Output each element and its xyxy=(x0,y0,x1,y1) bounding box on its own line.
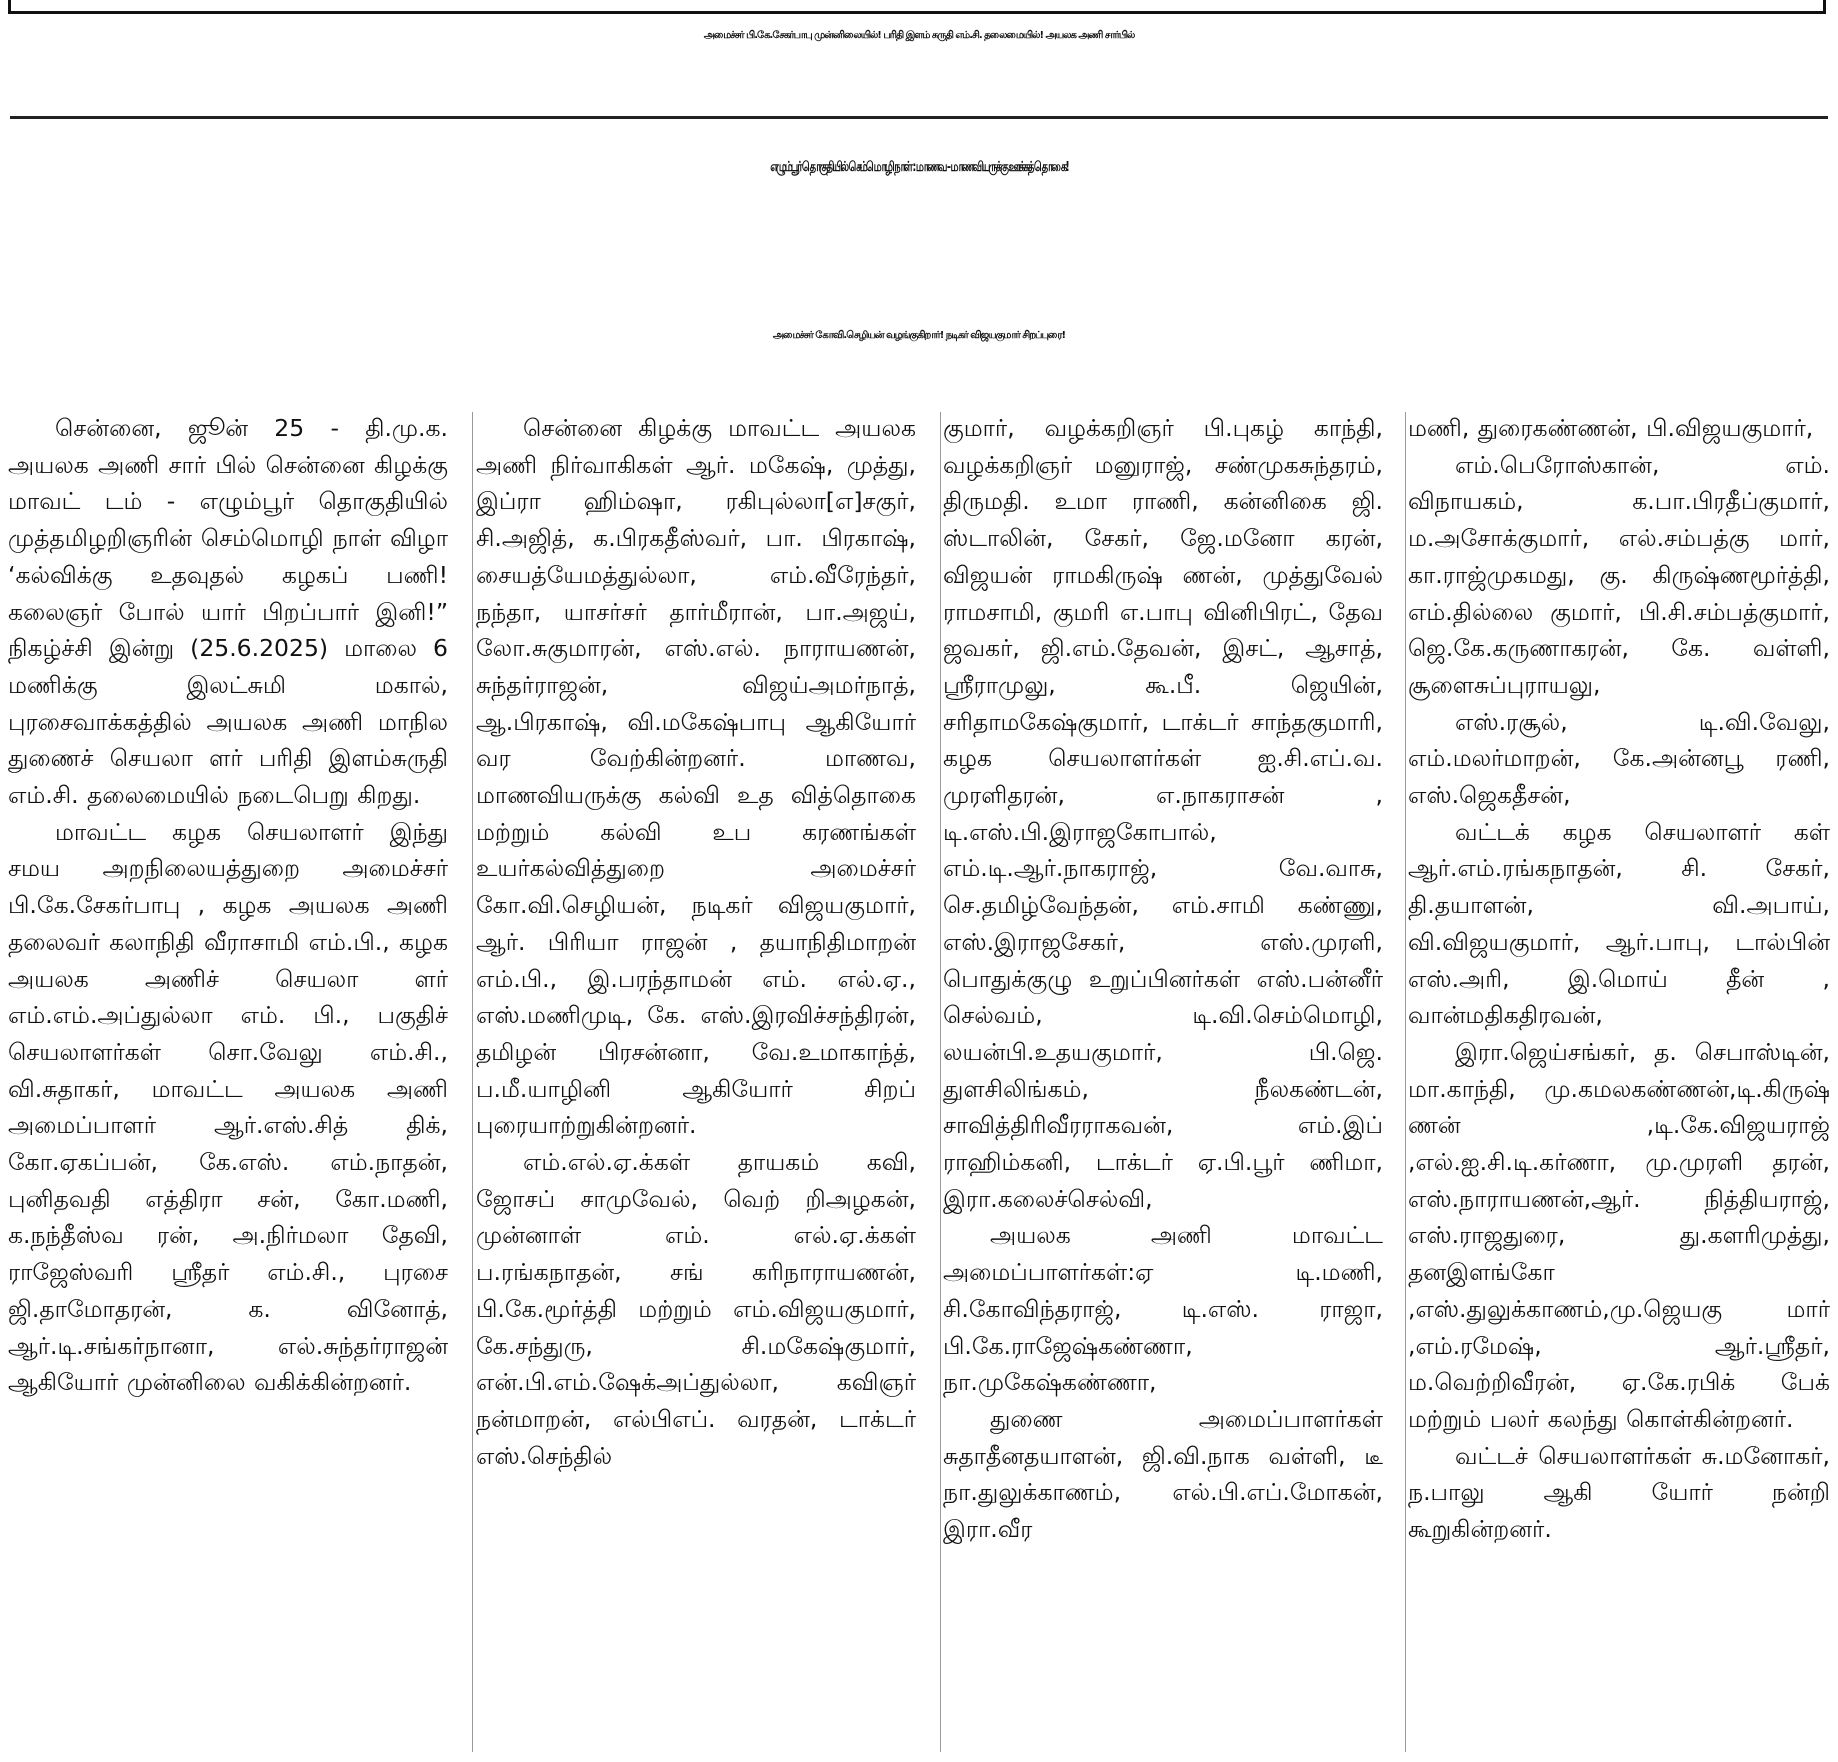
headline: எழும்பூர் தொகுதியில் செம்மொழி நாள் : மாணவ - மாணவியருக்கு ஊக்கத் தொகை! xyxy=(770,160,1068,175)
column-2 xyxy=(476,410,916,1755)
paragraph: துணை அமைப்பாளர்கள் சுதாதீனதயாளன், ஜி.வி.நாக வள்ளி, டீ நா.துலுக்காணம், எல்.பி.எப்.மோகன், இரா.வீர xyxy=(943,1404,1383,1544)
subheadline: அமைச்சர் கோவி.செழியன் வழங்குகிறார்! நடிகர் விஜயகுமார் சிறப்புரை! xyxy=(772,330,1066,341)
paragraph: வட்டக் கழக செயலாளர் கள் ஆர்.எம்.ரங்கநாதன், சி. சேகர், தி.தயாளன், வி.அபாய், வி.விஜயகுமார், ஆர்.பாபு, டால்பின் எஸ்.அரி, இ.மொய் தீன் , வான்மதிகதிரவன், xyxy=(1408,817,1830,1030)
column-4 xyxy=(1408,410,1830,1755)
paragraph: சென்னை கிழக்கு மாவட்ட அயலக அணி நிர்வாகிகள் ஆர். மகேஷ், முத்து, இப்ரா ஹிம்ஷா, ரகிபுல்லா[எ]சகுர், சி.அஜித், க.பிரகதீஸ்வர், பா. பிரகாஷ், சையத்யேமத்துல்லா, எம்.வீரேந்தர், நந்தா, யாசர்சர் தார்மீரான், பா.அஜய், லோ.சுகுமாரன், எஸ்.எல். நாராயணன், சுந்தர்ராஜன், விஜய்அமர்நாத், ஆ.பிரகாஷ், வி.மகேஷ்பாபு ஆகியோர் வர வேற்கின்றனர். மாணவ, மாணவியருக்கு கல்வி உத வித்தொகை மற்றும் கல்வி உப கரணங்கள் உயர்கல்வித்துறை அமைச்சர் கோ.வி.செழியன், நடிகர் விஜயகுமார், ஆர். பிரியா ராஜன் , தயாநிதிமாறன் எம்.பி., இ.பரந்தாமன் எம். எல்.ஏ., எஸ்.மணிமுடி, கே. எஸ்.இரவிச்சந்திரன், தமிழன் பிரசன்னா, வே.உமாகாந்த், ப.மீ.யாழினி ஆகியோர் சிறப் புரையாற்றுகின்றனர். xyxy=(476,414,916,1140)
paragraph: குமார், வழக்கறிஞர் பி.புகழ் காந்தி, வழக்கறிஞர் மனுராஜ், சண்முகசுந்தரம், திருமதி. உமா ராணி, கன்னிகை ஜி. ஸ்டாலின், சேகர், ஜே.மனோ கரன், விஜயன் ராமகிருஷ் ணன், முத்துவேல் ராமசாமி, குமரி எ.பாபு வினிபிரட், தேவ ஜவகர், ஜி.எம்.தேவன், இசட், ஆசாத், ஸ்ரீராமுலு, கூ.பீ. ஜெயின், சரிதாமகேஷ்குமார், டாக்டர் சாந்தகுமாரி, கழக செயலாளர்கள் ஐ.சி.எப்.வ. முரளிதரன், எ.நாகராசன் , டி.எஸ்.பி.இராஜகோபால், எம்.டி.ஆர்.நாகராஜ், வே.வாசு, செ.தமிழ்வேந்தன், எம்.சாமி கண்ணு, எஸ்.இராஜசேகர், எஸ்.முரளி, பொதுக்குழு உறுப்பினர்கள் எஸ்.பன்னீர் செல்வம், டி.வி.செம்மொழி, லயன்பி.உதயகுமார், பி.ஜெ. துளசிலிங்கம், நீலகண்டன், சாவித்திரிவீரராகவன், எம்.இப் ராஹிம்கனி, டாக்டர் ஏ.பி.பூர் ணிமா, இரா.கலைச்செல்வி, xyxy=(943,414,1383,1213)
column-1 xyxy=(8,410,448,1755)
paragraph: அயலக அணி மாவட்ட அமைப்பாளர்கள்:ஏ டி.மணி, சி.கோவிந்தராஜ், டி.எஸ். ராஜா, பி.கே.ராஜேஷ்கண்ணா, நா.முகேஷ்கண்ணா, xyxy=(943,1221,1383,1397)
paragraph: மணி, துரைகண்ணன், பி.விஜயகுமார், xyxy=(1408,414,1814,442)
kicker-line: அமைச்சர் பி.கே.சேகர்பாபு முன்னிலையில்! பரிதி இளம் சுருதி எம்.சி. தலைமையில்! அயலக அணி சார்பில் xyxy=(703,30,1135,41)
paragraph: மாவட்ட கழக செயலாளர் இந்து சமய அறநிலையத்துறை அமைச்சர் பி.கே.சேகர்பாபு , கழக அயலக அணி தலைவர் கலாநிதி வீராசாமி எம்.பி., கழக அயலக அணிச் செயலா ளர் எம்.எம்.அப்துல்லா எம். பி., பகுதிச் செயலாளர்கள் சொ.வேலு எம்.சி., வி.சுதாகர், மாவட்ட அயலக அணி அமைப்பாளர் ஆர்.எஸ்.சித் திக், கோ.ஏகப்பன், கே.எஸ். எம்.நாதன், புனிதவதி எத்திரா சன், கோ.மணி, க.நந்தீஸ்வ ரன், அ.நிர்மலா தேவி, ராஜேஸ்வரி ஸ்ரீதர் எம்.சி., புரசை ஜி.தாமோதரன், க. வினோத், ஆர்.டி.சங்கர்நானா, எல்.சுந்தர்ராஜன் ஆகியோர் முன்னிலை வகிக்கின்றனர். xyxy=(8,817,448,1397)
kicker-rule xyxy=(10,116,1828,119)
top-border-box xyxy=(8,0,1826,14)
column-3 xyxy=(943,410,1383,1755)
paragraph: இரா.ஜெய்சங்கர், த. செபாஸ்டின், மா.காந்தி, மு.கமலகண்ணன்,டி.கிருஷ் ணன் ,டி.கே.விஜயராஜ் ,எல்.ஐ.சி.டி.கர்ணா, மு.முரளி தரன், எஸ்.நாராயணன்,ஆர். நித்தியராஜ், எஸ்.ராஜதுரை, து.களரிமுத்து, தனஇளங்கோ ,எஸ்.துலுக்காணம்,மு.ஜெயகு மார் ,எம்.ரமேஷ், ஆர்.ஸ்ரீதர், ம.வெற்றிவீரன், ஏ.கே.ரபிக் பேக் மற்றும் பலர் கலந்து கொள்கின்றனர். xyxy=(1408,1037,1830,1433)
article-body xyxy=(8,410,1830,1755)
paragraph: எம்.எல்.ஏ.க்கள் தாயகம் கவி, ஜோசப் சாமுவேல், வெற் றிஅழகன், முன்னாள் எம். எல்.ஏ.க்கள் ப.ரங்கநாதன், சங் கரிநாராயணன், பி.கே.மூர்த்தி மற்றும் எம்.விஜயகுமார், கே.சந்துரு, சி.மகேஷ்குமார், என்.பி.எம்.ஷேக்அப்துல்லா, கவிஞர் நன்மாறன், எல்பிஎப். வரதன், டாக்டர் எஸ்.செந்தில் xyxy=(476,1148,916,1470)
paragraph: எம்.பெரோஸ்கான், எம். விநாயகம், க.பா.பிரதீப்குமார், ம.அசோக்குமார், எல்.சம்பத்கு மார், கா.ராஜ்முகமது, கு. கிருஷ்ணமூர்த்தி, எம்.தில்லை குமார், பி.சி.சம்பத்குமார், ஜெ.கே.கருணாகரன், கே. வள்ளி, சூளைசுப்புராயலு, xyxy=(1408,450,1830,699)
paragraph: சென்னை, ஜூன் 25 - தி.மு.க. அயலக அணி சார் பில் சென்னை கிழக்கு மாவட் டம் - எழும்பூர் தொகுதியில் முத்தமிழறிஞரின் செம்மொழி நாள் விழா ‘கல்விக்கு உதவுதல் கழகப் பணி! கலைஞர் போல் யார் பிறப்பார் இனி!” நிகழ்ச்சி இன்று (25.6.2025) மாலை 6 மணிக்கு இலட்சுமி மகால், புரசைவாக்கத்தில் அயலக அணி மாநில துணைச் செயலா ளர் பரிதி இளம்சுருதி எம்.சி. தலைமையில் நடைபெறு கிறது. xyxy=(8,414,448,810)
paragraph: எஸ்.ரசூல், டி.வி.வேலு, எம்.மலர்மாறன், கே.அன்னபூ ரணி, எஸ்.ஜெகதீசன், xyxy=(1408,707,1830,810)
paragraph: வட்டச் செயலாளர்கள் சு.மனோகர், ந.பாலு ஆகி யோர் நன்றி கூறுகின்றனர். xyxy=(1408,1441,1830,1544)
